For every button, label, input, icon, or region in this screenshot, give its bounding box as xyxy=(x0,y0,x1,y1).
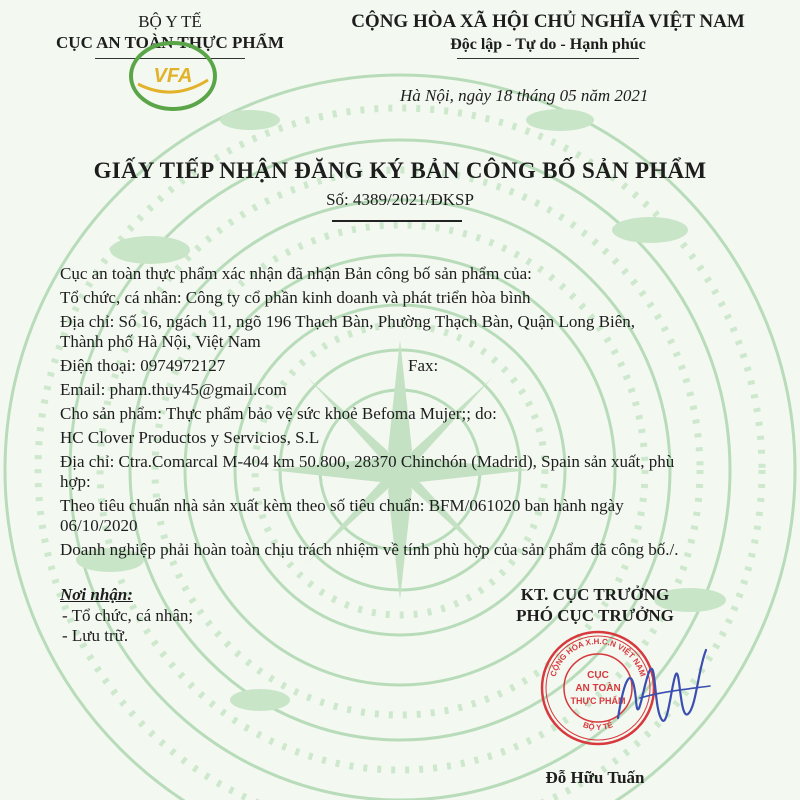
dateline: Hà Nội, ngày 18 tháng 05 năm 2021 xyxy=(400,86,649,105)
vfa-logo xyxy=(128,40,218,112)
recipient-item: - Lưu trữ. xyxy=(62,626,129,645)
body-fax: Fax: xyxy=(408,356,439,375)
body-standard-1: Theo tiêu chuẩn nhà sản xuất kèm theo số tiêu chuẩn: BFM/061020 ban hành ngày xyxy=(60,496,624,515)
country-name: CỘNG HÒA XÃ HỘI CHỦ NGHĨA VIỆT NAM xyxy=(351,11,745,32)
body-email: Email: pham.thuy45@gmail.com xyxy=(60,380,287,399)
document-number: Số: 4389/2021/ĐKSP xyxy=(326,190,474,209)
body-manufacturer-address-2: hợp: xyxy=(60,472,91,491)
body-phone: Điện thoại: 0974972127 xyxy=(60,356,226,375)
agency-name: CỤC AN TOÀN THỰC PHẨM xyxy=(56,33,284,52)
stamp-outer-bottom: BỘ Y TẾ xyxy=(581,720,615,733)
motto-underline xyxy=(457,58,639,59)
recipients-heading: Nơi nhận: xyxy=(60,585,133,604)
body-address-2: Thành phố Hà Nội, Việt Nam xyxy=(60,332,261,351)
signature-title-1: KT. CỤC TRƯỞNG xyxy=(520,585,670,604)
body-manufacturer-address-1: Địa chỉ: Ctra.Comarcal M-404 km 50.800, 28370 Chinchón (Madrid), Spain sản xuất, phù xyxy=(60,452,675,471)
body-intro: Cục an toàn thực phẩm xác nhận đã nhận Bản công bố sản phẩm của: xyxy=(60,264,532,283)
stamp-outer-top: CỘNG HÒA X.H.C.N VIỆT NAM xyxy=(548,636,648,678)
body-address-1: Địa chỉ: Số 16, ngách 11, ngõ 196 Thạch Bàn, Phường Thạch Bàn, Quận Long Biên, xyxy=(60,312,636,331)
stamp-center-1: CỤC xyxy=(587,670,609,681)
body-responsibility: Doanh nghiệp phải hoàn toàn chịu trách nhiệm về tính phù hợp của sản phẩm đã công bố./. xyxy=(60,540,679,559)
handwritten-signature xyxy=(610,640,720,740)
logo-text: VFA xyxy=(153,65,193,87)
recipient-item: - Tổ chức, cá nhân; xyxy=(62,606,194,625)
national-header xyxy=(318,10,778,59)
body-standard-2: 06/10/2020 xyxy=(60,516,138,535)
number-underline xyxy=(332,220,462,222)
body-product: Cho sản phẩm: Thực phẩm bảo vệ sức khoẻ Befoma Mujer;; do: xyxy=(60,404,497,423)
signer-name: Đỗ Hữu Tuấn xyxy=(545,768,645,787)
body-manufacturer: HC Clover Productos y Servicios, S.L xyxy=(60,428,320,447)
body-organization: Tổ chức, cá nhân: Công ty cổ phần kinh doanh và phát triển hòa bình xyxy=(60,288,531,307)
stamp-center-3: THỰC PHẨM xyxy=(570,696,626,706)
signature-title-2: PHÓ CỤC TRƯỞNG xyxy=(516,606,674,625)
national-motto: Độc lập - Tự do - Hạnh phúc xyxy=(450,36,646,53)
ministry-name: BỘ Y TẾ xyxy=(138,12,202,31)
stamp-center-2: AN TOÀN xyxy=(575,683,621,694)
document-title: GIẤY TIẾP NHẬN ĐĂNG KÝ BẢN CÔNG BỐ SẢN PHẨM xyxy=(93,158,707,183)
